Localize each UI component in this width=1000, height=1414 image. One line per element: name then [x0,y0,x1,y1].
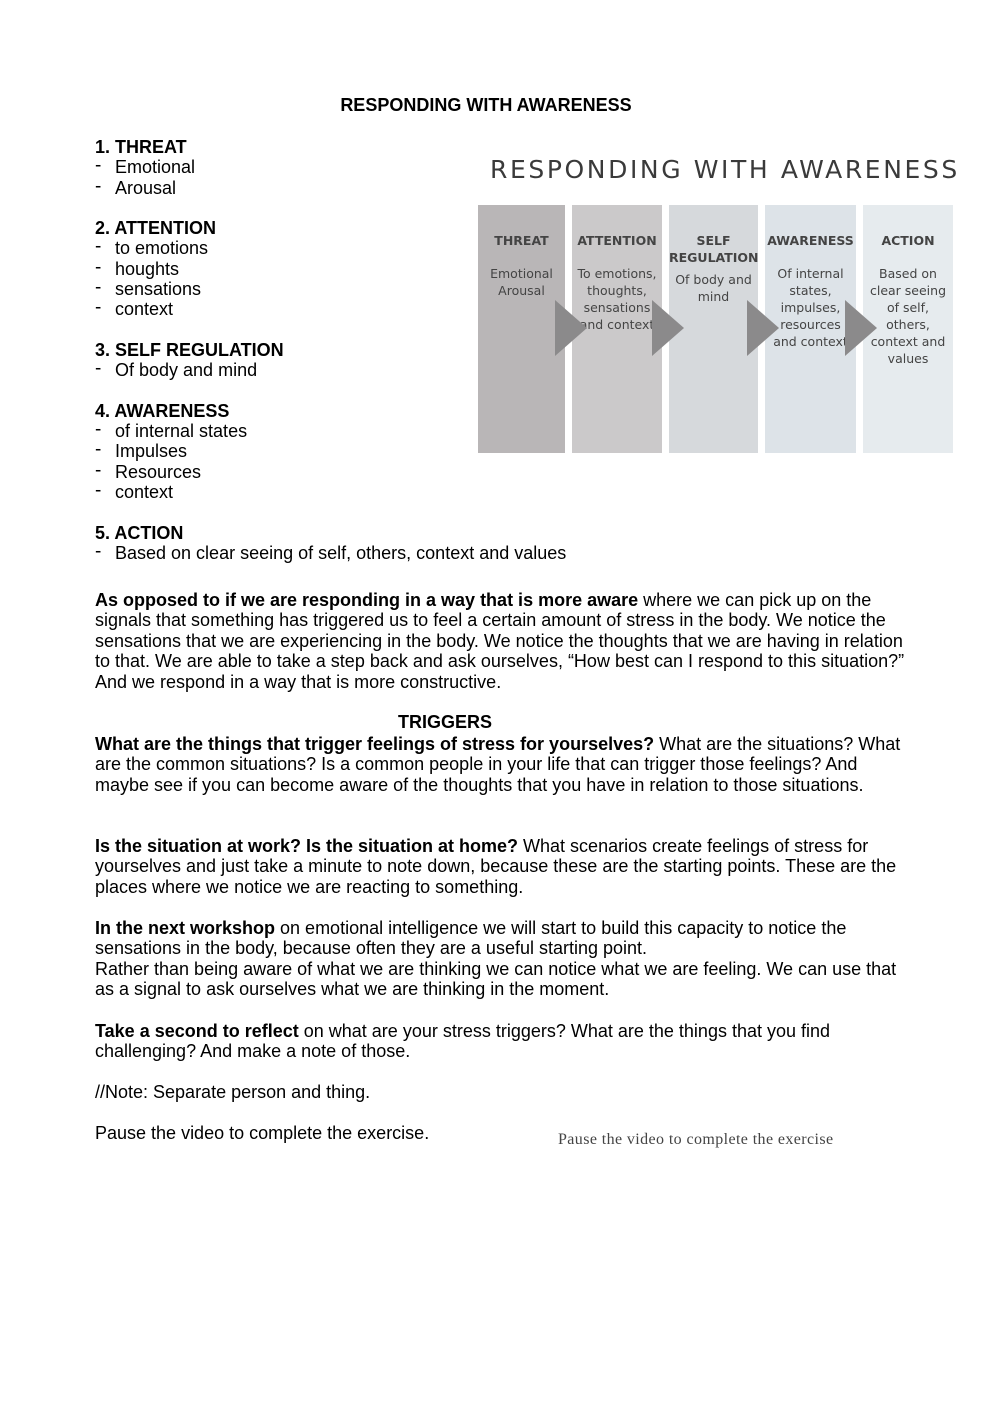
diagram-arrow-icon [845,300,877,356]
diagram-column-body-line: states, [789,283,832,298]
diagram-column-heading [863,232,953,249]
diagram-column-body-line: values [887,351,929,366]
diagram-column-body-line: resources [780,317,841,332]
diagram-column-body-line: Emotional [490,266,553,281]
paragraph-rather: Rather than being aware of what we are thinking we can notice what we are feeling. We can use that as a signal to ask ourselves what we are thinking in the moment. [95,958,897,1000]
diagram-column-body-line: others, [886,317,930,332]
paragraph-triggers-text: What are the situations? What are the common situations? Is a common people in your life that can trigger those feelings? And maybe see if you can become aware of the thoughts that you have in relation to those situations. [95,734,901,795]
diagram-arrow-icon [652,300,684,356]
diagram-column-body-line: Of body and [675,272,752,287]
step-item: - Resources [95,462,566,482]
diagram-column-body-line: and context [579,317,655,332]
diagram-column-heading [765,232,856,249]
paragraph-aware-lead: As opposed to if we are responding in a way that is more aware [95,590,639,610]
paragraph-work-text: What scenarios create feelings of stress for yourselves and just take a minute to note down, because these are the starting points. These are the places where we notice we are reacting to something. [95,836,897,897]
paragraph-aware [95,590,905,692]
diagram-column-heading [572,232,662,249]
paragraph-workshop-lead: In the next workshop [95,918,276,938]
paragraph-work-lead: Is the situation at work? Is the situation at home? [95,836,519,856]
diagram-column-heading [669,232,758,266]
step-item: - Arousal [95,178,566,198]
paragraph-triggers [95,734,905,795]
diagram-column-body-line: thoughts, [587,283,647,298]
diagram-title: RESPONDING WITH AWARENESS [490,155,960,184]
pause-line: Pause the video to complete the exercise. [95,1123,430,1143]
step-block [95,523,566,564]
step-item: - to emotions [95,238,566,258]
step-item: - Based on clear seeing of self, others, context and values [95,543,566,563]
paragraph-work [95,836,905,897]
paragraph-reflect [95,1021,905,1062]
step-item: - Impulses [95,441,566,461]
diagram-column-body-line: mind [697,289,730,304]
paragraph-aware-text: where we can pick up on the signals that something has triggered us to feel a certain amount of stress in the body. We notice the sensations that we are experiencing in the body. We notice the thoughts that we are having in relation to that. We are able to take a step back and ask ourselves, “How best can I respond to this situation?” And we respond in a way that is more constructive. [95,590,905,692]
paragraph-workshop [95,918,905,1000]
pause-caption: Pause the video to complete the exercise [558,1131,834,1148]
diagram-column-body-line: Based on [879,266,937,281]
step-item: - Emotional [95,157,566,177]
step-item: - context [95,299,566,319]
paragraph-reflect-lead: Take a second to reflect [95,1021,299,1041]
step-item: - of internal states [95,421,566,441]
diagram-column-body-line: of self, [886,300,930,315]
step-item: - sensations [95,279,566,299]
paragraph-reflect-text: on what are your stress triggers? What are the things that you find challenging? And make a note of those. [95,1021,831,1062]
diagram-column [478,205,565,453]
step-title: 1. THREAT [95,137,187,157]
step-title: 5. ACTION [95,522,184,543]
page-title: RESPONDING WITH AWARENESS [340,95,632,115]
diagram-column-body [478,265,565,299]
paragraph-workshop-text: on emotional intelligence we will start to build this capacity to notice the sensations in the body, because often they are a useful starting point. [95,918,847,959]
step-item: - Of body and mind [95,360,566,380]
diagram-column-heading-line: SELF [696,233,731,248]
step-title: 4. AWARENESS [95,400,230,421]
diagram-column-body-line: Arousal [498,283,545,298]
diagram-column-body-line: To emotions, [577,266,657,281]
diagram-column-heading [478,232,565,249]
diagram-arrow-icon [555,300,587,356]
note-line: //Note: Separate person and thing. [95,1082,371,1102]
step-item: - context [95,482,566,502]
diagram-arrow-icon [747,300,779,356]
step-title: 2. ATTENTION [95,218,216,239]
paragraph-triggers-lead: What are the things that trigger feelings of stress for yourselves? [95,734,655,754]
diagram-column-heading-line: AWARENESS [767,233,854,248]
step-title: 3. SELF REGULATION [95,339,284,360]
diagram-column-heading-line: ACTION [881,233,935,248]
diagram-column-heading-line: REGULATION [669,250,759,265]
diagram-column-body-line: sensations [583,300,651,315]
diagram-column-body-line: clear seeing [869,283,947,298]
diagram-column-heading-line: ATTENTION [577,233,657,248]
diagram-column-heading-line: THREAT [494,233,549,248]
triggers-heading: TRIGGERS [397,712,492,732]
diagram-column-body-line: impulses, [780,300,841,315]
responding-diagram [476,150,960,455]
diagram-column-body-line: context and [870,334,946,349]
diagram-column-body-line: and context [773,334,848,349]
step-item: - houghts [95,259,566,279]
diagram-column-body-line: Of internal [777,266,844,281]
